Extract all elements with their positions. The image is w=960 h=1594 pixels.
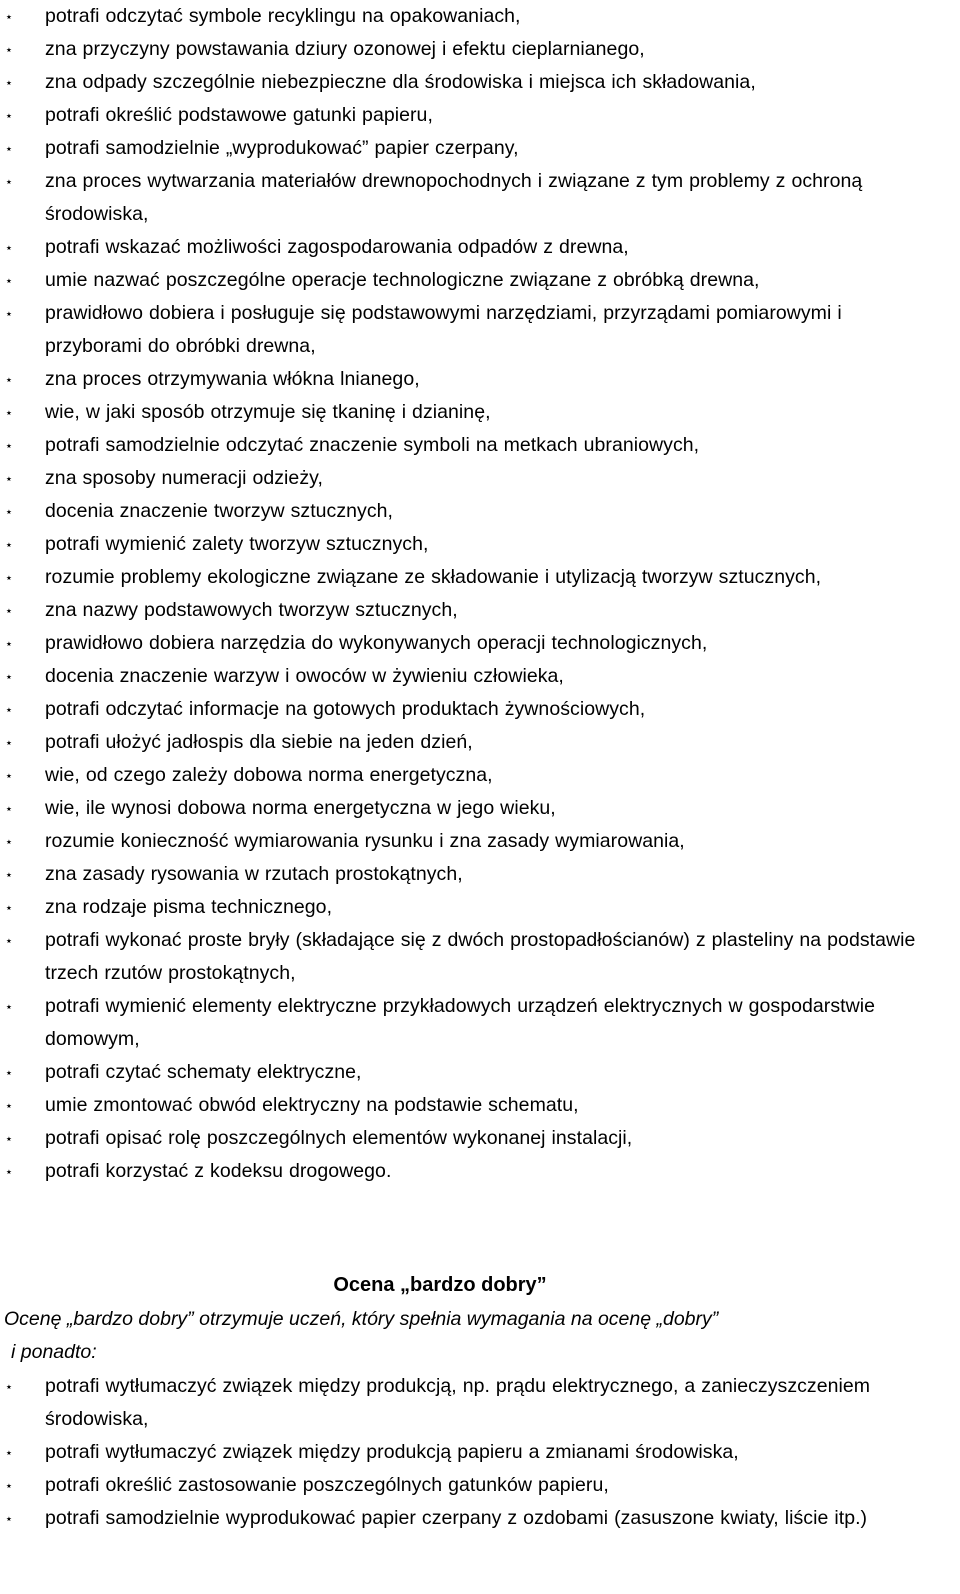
- list-item: ⋆ zna sposoby numeracji odzieży,: [0, 462, 952, 495]
- star-bullet-icon: ⋆: [4, 504, 14, 519]
- star-bullet-icon: ⋆: [4, 438, 14, 453]
- list-item: ⋆ umie nazwać poszczególne operacje technologiczne związane z obróbką drewna,: [0, 264, 952, 297]
- list-item: ⋆ potrafi samodzielnie odczytać znaczenie symboli na metkach ubraniowych,: [0, 429, 952, 462]
- star-bullet-icon: ⋆: [4, 1065, 14, 1080]
- star-bullet-icon: ⋆: [4, 9, 14, 24]
- star-bullet-icon: ⋆: [4, 768, 14, 783]
- star-bullet-icon: ⋆: [4, 900, 14, 915]
- list-item: ⋆ potrafi wskazać możliwości zagospodarowania odpadów z drewna,: [0, 231, 952, 264]
- list-item: ⋆ potrafi wykonać proste bryły (składające się z dwóch prostopadłościanów) z plasteliny na podstawie trzech rzutów prostokątnych,: [0, 924, 952, 990]
- star-bullet-icon: ⋆: [4, 75, 14, 90]
- star-bullet-icon: ⋆: [4, 42, 14, 57]
- star-bullet-icon: ⋆: [4, 603, 14, 618]
- star-bullet-icon: ⋆: [4, 867, 14, 882]
- star-bullet-icon: ⋆: [4, 405, 14, 420]
- list-item: ⋆ potrafi wymienić zalety tworzyw sztucznych,: [0, 528, 952, 561]
- star-bullet-icon: ⋆: [4, 372, 14, 387]
- star-bullet-icon: ⋆: [4, 1511, 14, 1526]
- list-item: ⋆ potrafi wymienić elementy elektryczne przykładowych urządzeń elektrycznych w gospodarstwie domowym,: [0, 990, 952, 1056]
- list-item: ⋆ potrafi wytłumaczyć związek między produkcją, np. prądu elektrycznego, a zanieczyszczeniem środowiska,: [0, 1370, 952, 1436]
- star-bullet-icon: ⋆: [4, 999, 14, 1014]
- list-item: ⋆ zna rodzaje pisma technicznego,: [0, 891, 952, 924]
- star-bullet-icon: ⋆: [4, 735, 14, 750]
- star-bullet-icon: ⋆: [4, 1131, 14, 1146]
- list-item: ⋆ potrafi samodzielnie wyprodukować papier czerpany z ozdobami (zasuszone kwiaty, liście itp.): [0, 1502, 952, 1535]
- list-item: ⋆ potrafi czytać schematy elektryczne,: [0, 1056, 952, 1089]
- list-item: ⋆ zna odpady szczególnie niebezpieczne dla środowiska i miejsca ich składowania,: [0, 66, 952, 99]
- list-item: ⋆ potrafi odczytać informacje na gotowych produktach żywnościowych,: [0, 693, 952, 726]
- list-item: ⋆ potrafi odczytać symbole recyklingu na opakowaniach,: [0, 0, 952, 33]
- star-bullet-icon: ⋆: [4, 537, 14, 552]
- list-item: ⋆ potrafi określić zastosowanie poszczególnych gatunków papieru,: [0, 1469, 952, 1502]
- star-bullet-icon: ⋆: [4, 801, 14, 816]
- star-bullet-icon: ⋆: [4, 933, 14, 948]
- intro-paragraph: [4, 1303, 954, 1369]
- list-item: ⋆ zna zasady rysowania w rzutach prostokątnych,: [0, 858, 952, 891]
- list-item: ⋆ prawidłowo dobiera i posługuje się podstawowymi narzędziami, przyrządami pomiarowymi i przyborami do obróbki drewna,: [0, 297, 952, 363]
- star-bullet-icon: ⋆: [4, 1379, 14, 1394]
- star-bullet-icon: ⋆: [4, 273, 14, 288]
- list-item: ⋆ potrafi określić podstawowe gatunki papieru,: [0, 99, 952, 132]
- star-bullet-icon: ⋆: [4, 636, 14, 651]
- list-item: ⋆ potrafi opisać rolę poszczególnych elementów wykonanej instalacji,: [0, 1122, 952, 1155]
- list-item: ⋆ docenia znaczenie tworzyw sztucznych,: [0, 495, 952, 528]
- star-bullet-icon: ⋆: [4, 174, 14, 189]
- star-bullet-icon: ⋆: [4, 570, 14, 585]
- section-heading-bardzo-dobry: Ocena „bardzo dobry”: [333, 1274, 547, 1296]
- star-bullet-icon: ⋆: [4, 141, 14, 156]
- list-item: ⋆ docenia znaczenie warzyw i owoców w żywieniu człowieka,: [0, 660, 952, 693]
- intro-line: Ocenę „bardzo dobry” otrzymuje uczeń, który spełnia wymagania na ocenę „dobry”: [4, 1308, 719, 1330]
- list-item: ⋆ wie, od czego zależy dobowa norma energetyczna,: [0, 759, 952, 792]
- list-item: ⋆ rozumie konieczność wymiarowania rysunku i zna zasady wymiarowania,: [0, 825, 952, 858]
- star-bullet-icon: ⋆: [4, 834, 14, 849]
- list-item: ⋆ wie, w jaki sposób otrzymuje się tkaninę i dzianinę,: [0, 396, 952, 429]
- list-item: ⋆ rozumie problemy ekologiczne związane ze składowanie i utylizacją tworzyw sztucznych,: [0, 561, 952, 594]
- star-bullet-icon: ⋆: [4, 108, 14, 123]
- requirements-list-bardzo-dobry: [0, 1370, 952, 1535]
- star-bullet-icon: ⋆: [4, 669, 14, 684]
- star-bullet-icon: ⋆: [4, 306, 14, 321]
- list-item: ⋆ potrafi ułożyć jadłospis dla siebie na jeden dzień,: [0, 726, 952, 759]
- star-bullet-icon: ⋆: [4, 240, 14, 255]
- list-item: ⋆ umie zmontować obwód elektryczny na podstawie schematu,: [0, 1089, 952, 1122]
- star-bullet-icon: ⋆: [4, 1098, 14, 1113]
- star-bullet-icon: ⋆: [4, 1164, 14, 1179]
- list-item: ⋆ potrafi wytłumaczyć związek między produkcją papieru a zmianami środowiska,: [0, 1436, 952, 1469]
- star-bullet-icon: ⋆: [4, 702, 14, 717]
- star-bullet-icon: ⋆: [4, 471, 14, 486]
- star-bullet-icon: ⋆: [4, 1445, 14, 1460]
- list-item: ⋆ zna proces wytwarzania materiałów drewnopochodnych i związane z tym problemy z ochroną środowiska,: [0, 165, 952, 231]
- list-item: ⋆ zna nazwy podstawowych tworzyw sztucznych,: [0, 594, 952, 627]
- list-item: ⋆ potrafi samodzielnie „wyprodukować” papier czerpany,: [0, 132, 952, 165]
- list-item: ⋆ zna proces otrzymywania włókna lnianego,: [0, 363, 952, 396]
- list-item: ⋆ zna przyczyny powstawania dziury ozonowej i efektu cieplarnianego,: [0, 33, 952, 66]
- list-item: ⋆ wie, ile wynosi dobowa norma energetyczna w jego wieku,: [0, 792, 952, 825]
- list-item: ⋆ potrafi korzystać z kodeksu drogowego.: [0, 1155, 952, 1188]
- star-bullet-icon: ⋆: [4, 1478, 14, 1493]
- intro-line: i ponadto:: [11, 1341, 97, 1363]
- list-item: ⋆ prawidłowo dobiera narzędzia do wykonywanych operacji technologicznych,: [0, 627, 952, 660]
